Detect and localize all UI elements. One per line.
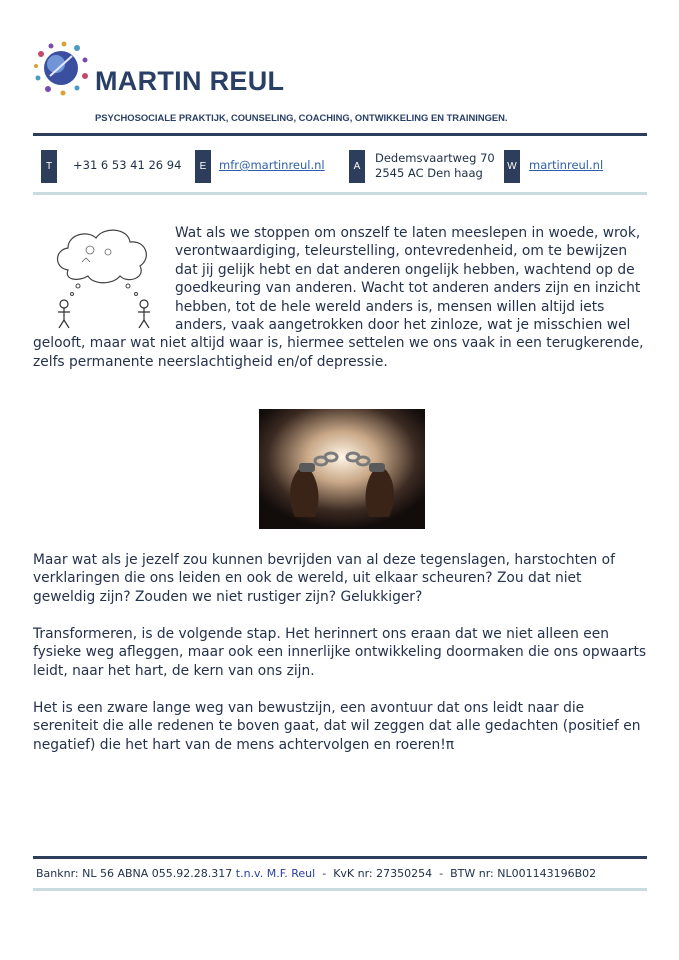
footer-divider-bottom xyxy=(33,888,647,891)
bank-number: Banknr: NL 56 ABNA 055.92.28.317 xyxy=(36,867,233,880)
footer-separator: - xyxy=(439,867,444,880)
footer-separator: - xyxy=(322,867,327,880)
kvk-number: KvK nr: 27350254 xyxy=(333,867,433,880)
paragraph-4: Het is een zware lange weg van bewustzijn, een avontuur dat ons leidt naar die sereniteit die alle redenen te boven gaat, dat wil zeggen dat alle gedachten (positief en negatief) die het hart van de mens achtervolgen en roeren!π xyxy=(33,700,641,753)
address-badge: A xyxy=(349,150,365,183)
paragraph-2: Maar wat als je jezelf zou kunnen bevrijden van al deze tegenslagen, harstochten of verklaringen die ons leiden en ook de wereld, uit elkaar scheuren? Zou dat niet geweldig zijn? Zouden we niet rustiger zijn? Gelukkiger? xyxy=(33,552,615,605)
contact-bar xyxy=(33,146,647,186)
btw-number: BTW nr: NL001143196B02 xyxy=(450,867,597,880)
paragraph-3: Transformeren, is de volgende stap. Het herinnert ons eraan dat we niet alleen een fysieke weg afleggen, maar ook een innerlijke ontwikkeling doormaken die ons opwaarts leidt, naar het hart, de kern van ons zijn. xyxy=(33,626,647,679)
account-holder: t.n.v. M.F. Reul xyxy=(235,867,316,880)
logo-icon xyxy=(32,40,90,96)
illustration-spacer xyxy=(33,224,175,334)
address-line-1: Dedemsvaartweg 70 xyxy=(375,151,495,165)
paragraph-1 xyxy=(33,224,648,371)
web-badge: W xyxy=(504,150,520,183)
header-divider-top xyxy=(33,133,647,136)
tagline: PSYCHOSOCIALE PRAKTIJK, COUNSELING, COACHING, ONTWIKKELING EN TRAININGEN. xyxy=(95,112,508,123)
phone-badge: T xyxy=(41,150,57,183)
chained-hands-photo xyxy=(259,409,425,529)
email-link[interactable]: mfr@martinreul.nl xyxy=(219,158,325,172)
phone-number: +31 6 53 41 26 94 xyxy=(73,158,182,172)
paragraph-1-text: Wat als we stoppen om onszelf te laten meeslepen in woede, wrok, verontwaardiging, teleurstelling, ontevredenheid, om te bewijzen dat jij gelijk hebt en dat anderen ongelijk hebben, wachtend op de goedkeuring van anderen. Wacht tot anderen anders zijn en inzicht hebben, tot de hele wereld anders is, mensen willen altijd iets anders, vaak aangetrokken door het zinloze, wat je misschien wel gelooft, maar wat niet altijd waar is, hiermee settelen we ons vaak in een terugkerende, zelfs permanente neerslachtigheid en/of depressie. xyxy=(33,225,644,370)
website-link[interactable]: martinreul.nl xyxy=(529,158,604,172)
address xyxy=(375,151,495,181)
email-badge: E xyxy=(195,150,211,183)
brand-name: MARTIN REUL xyxy=(95,66,285,96)
footer-divider-top xyxy=(33,856,647,859)
address-line-2: 2545 AC Den haag xyxy=(375,166,483,180)
footer-info xyxy=(36,867,596,880)
header-divider-bottom xyxy=(33,192,647,195)
